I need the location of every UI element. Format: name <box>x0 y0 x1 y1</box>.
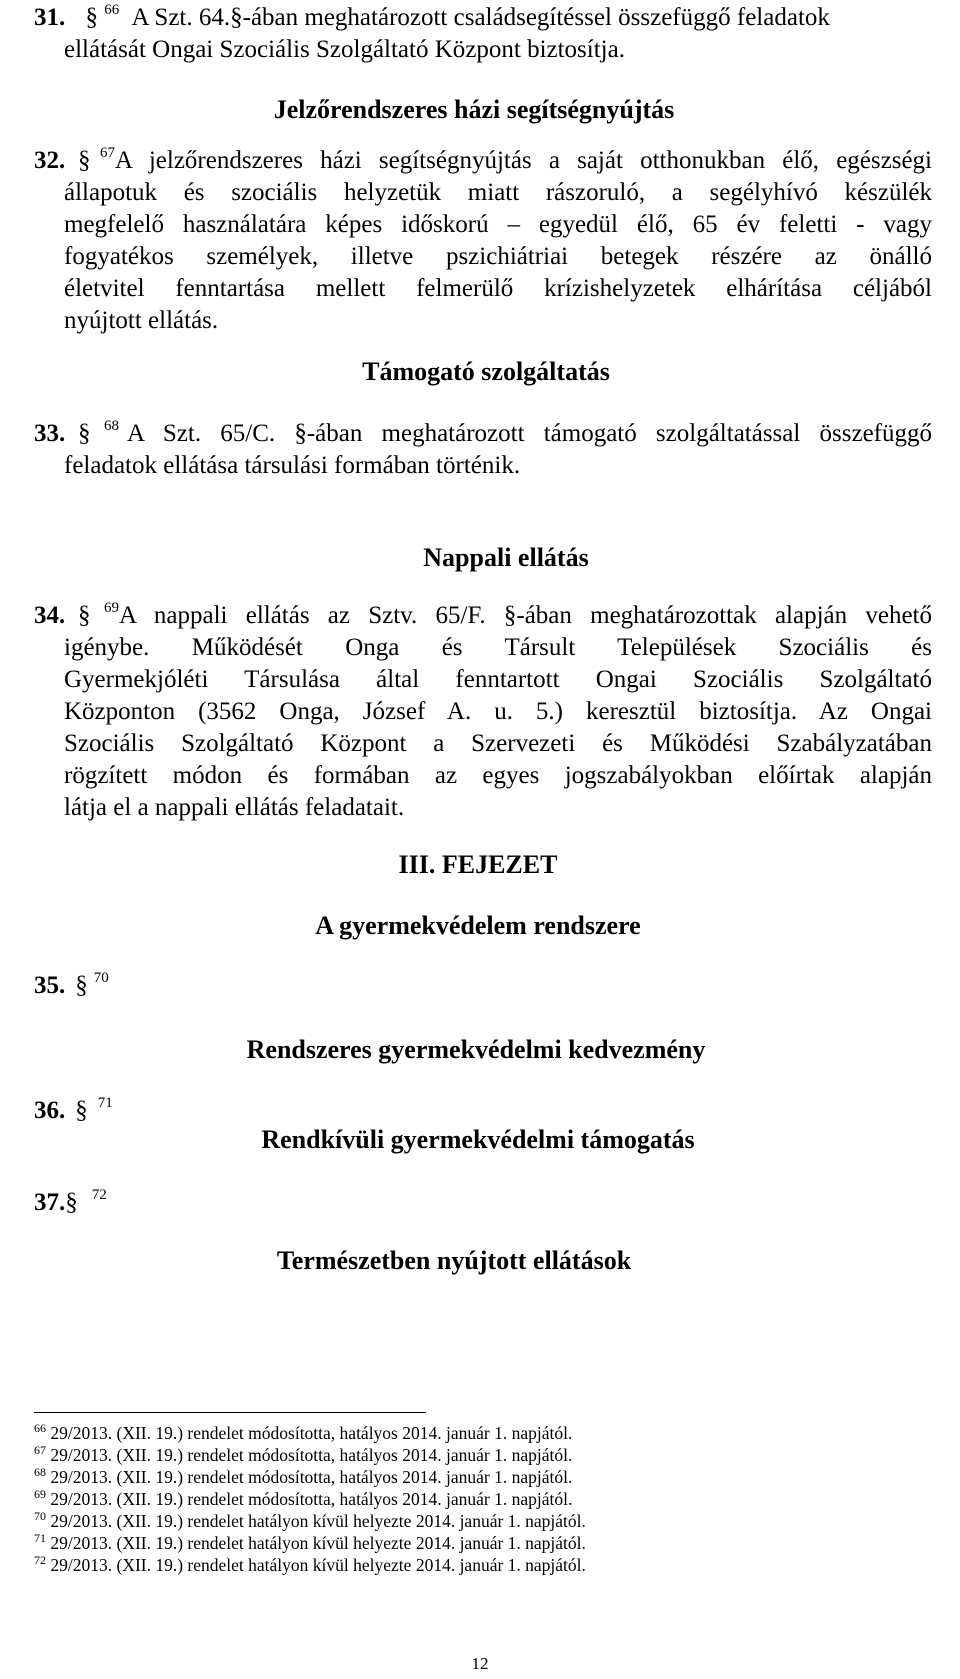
paragraph-line: látja el a nappali ellátás feladatait. <box>64 794 405 821</box>
paragraph-line: nyújtott ellátás. <box>64 307 219 334</box>
paragraph-number: 31. <box>34 4 66 31</box>
paragraph-text: ellátását Ongai Szociális Szolgáltató Központ biztosítja. <box>64 36 625 63</box>
section-heading: Jelzőrendszeres házi segítségnyújtás <box>273 95 675 124</box>
paragraph-line: feladatok ellátása társulási formában történik. <box>64 452 521 479</box>
paragraph-line: fogyatékos személyek, illetve pszichiátriai betegek részére az önálló <box>64 243 932 270</box>
footnote: $^{66}$ 29/2013. (XII. 19.) rendelet módosította, hatályos 2014. január 1. napjától. <box>34 1421 573 1443</box>
paragraph-text: A nappali ellátás az Sztv. 65/F. §-ában meghatározottak alapján vehető <box>119 602 932 629</box>
paragraph-number: 34. <box>34 602 66 629</box>
footnote: $^{69}$ 29/2013. (XII. 19.) rendelet módosította, hatályos 2014. január 1. napjától. <box>34 1487 573 1509</box>
section-heading: Nappali ellátás <box>423 543 589 572</box>
footnote-ref: 67 <box>100 145 115 161</box>
footnote-ref: 66 <box>104 2 120 18</box>
paragraph-34-line-1 <box>64 600 932 632</box>
section-sign: § <box>78 147 91 174</box>
footnote-divider <box>34 1412 426 1413</box>
footnote-ref: 68 <box>104 418 119 434</box>
footnote: $^{68}$ 29/2013. (XII. 19.) rendelet módosította, hatályos 2014. január 1. napjától. <box>34 1465 573 1487</box>
paragraph-line: Szociális Szolgáltató Központ a Szervezeti és Működési Szabályzatában <box>64 730 932 757</box>
paragraph-line: Gyermekjóléti Társulása által fenntartott Ongai Szociális Szolgáltató <box>64 666 932 693</box>
paragraph-number: 33. <box>34 420 66 447</box>
chapter-heading: III. FEJEZET <box>398 850 558 879</box>
paragraph-32-line-1 <box>64 145 932 177</box>
section-heading: Rendkívüli gyermekvédelmi támogatás <box>261 1125 695 1154</box>
footnote-ref: 72 <box>91 1187 107 1203</box>
section-sign: § <box>85 4 98 31</box>
page-number: 12 <box>471 1654 489 1673</box>
paragraph-text: A Szt. 64.§-ában meghatározott családsegítéssel összefüggő feladatok <box>131 4 830 31</box>
paragraph-text: A Szt. 65/C. §-ában meghatározott támogató szolgáltatással összefüggő <box>127 420 932 447</box>
section-heading: Támogató szolgáltatás <box>362 357 610 386</box>
footnote: $^{67}$ 29/2013. (XII. 19.) rendelet módosította, hatályos 2014. január 1. napjától. <box>34 1443 573 1465</box>
paragraph-line: életvitel fenntartása mellett felmerülő krízishelyzetek elhárítása céljából <box>64 275 932 302</box>
section-sign: § <box>78 602 91 629</box>
paragraph-number: 32. <box>34 147 66 174</box>
footnote: $^{70}$ 29/2013. (XII. 19.) rendelet hatályon kívül helyezte 2014. január 1. napjától. <box>34 1509 586 1531</box>
footnote: $^{71}$ 29/2013. (XII. 19.) rendelet hatályon kívül helyezte 2014. január 1. napjától. <box>34 1531 586 1553</box>
paragraph-36: 36. § $^{71}$ <box>34 1095 113 1124</box>
paragraph-line: igénybe. Működését Onga és Társult Települések Szociális és <box>64 634 932 661</box>
footnote: $^{72}$ 29/2013. (XII. 19.) rendelet hatályon kívül helyezte 2014. január 1. napjától. <box>34 1553 586 1575</box>
section-heading: Rendszeres gyermekvédelmi kedvezmény <box>246 1035 706 1064</box>
footnote-ref: 70 <box>93 970 109 986</box>
paragraph-31-line-1 <box>34 2 830 34</box>
chapter-title: A gyermekvédelem rendszere <box>315 911 641 940</box>
paragraph-37: 37.§ $^{72}$ <box>34 1187 107 1216</box>
paragraph-line: Központon (3562 Onga, József A. u. 5.) keresztül biztosítja. Az Ongai <box>64 698 932 725</box>
section-sign: § <box>78 420 91 447</box>
section-heading: Természetben nyújtott ellátások <box>276 1246 632 1275</box>
paragraph-text: A jelzőrendszeres házi segítségnyújtás a saját otthonukban élő, egészségi <box>115 147 932 174</box>
footnote-ref: 69 <box>104 600 119 616</box>
paragraph-33-line-1 <box>64 418 932 450</box>
paragraph-35: 35. § $^{70}$ <box>34 970 109 999</box>
paragraph-line: rögzített módon és formában az egyes jogszabályokban előírtak alapján <box>64 762 932 789</box>
paragraph-line: állapotuk és szociális helyzetük miatt rászoruló, a segélyhívó készülék <box>64 179 932 206</box>
footnote-ref: 71 <box>97 1095 113 1111</box>
paragraph-line: megfelelő használatára képes időskorú – egyedül élő, 65 év feletti - vagy <box>64 211 932 238</box>
